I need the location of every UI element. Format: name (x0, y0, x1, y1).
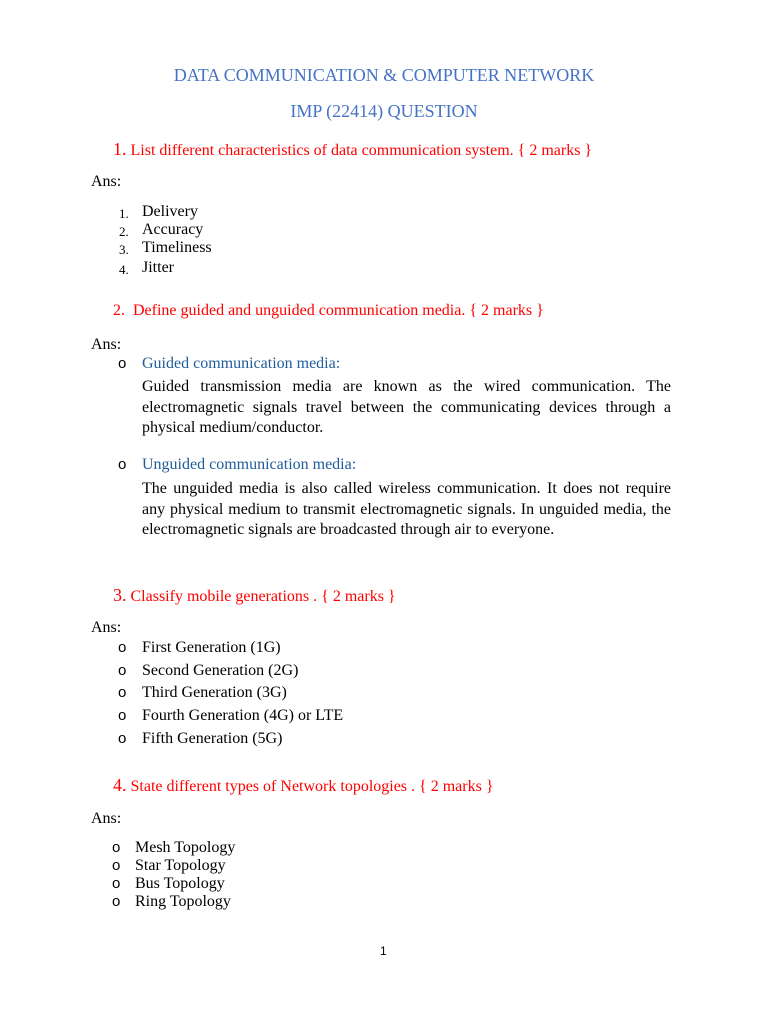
list-item: Delivery (142, 203, 198, 220)
bullet: o (118, 707, 127, 724)
unguided-heading: Unguided communication media: (142, 456, 357, 473)
list-item: Bus Topology (135, 875, 225, 892)
unguided-paragraph: The unguided media is also called wireless communication. It does not require any physical medium to transmit electromagnetic signals. In unguided media, the electromagnetic signals are broadcasted through air to everyone. (142, 480, 671, 539)
guided-paragraph: Guided transmission media are known as the wired communication. The electromagnetic signals travel between the communicating devices through a physical medium/conductor. (142, 378, 671, 437)
question-4-number: 4. (113, 775, 127, 795)
question-2 (113, 302, 544, 320)
list-item: Star Topology (135, 857, 226, 874)
bullet: o (118, 730, 127, 747)
bullet: o (112, 893, 121, 910)
document-subtitle: IMP (22414) QUESTION (290, 101, 478, 121)
bullet: o (112, 839, 121, 856)
list-number: 1. (119, 206, 129, 221)
list-number: 2. (119, 224, 129, 239)
list-item: Accuracy (142, 221, 204, 238)
list-item: Jitter (142, 259, 174, 276)
list-item: Mesh Topology (135, 839, 236, 856)
list-item: First Generation (1G) (142, 639, 281, 656)
question-2-text: Define guided and unguided communication media. { 2 marks } (133, 302, 544, 319)
page-number: 1 (380, 944, 387, 958)
list-item: Timeliness (142, 239, 212, 256)
question-1-number: 1. (113, 139, 127, 159)
bullet: o (118, 684, 127, 701)
list-number: 4. (119, 262, 129, 277)
answer-3-label: Ans: (91, 619, 122, 636)
list-number: 3. (119, 242, 129, 257)
answer-2-label: Ans: (91, 336, 122, 353)
question-1-text: List different characteristics of data communication system. { 2 marks } (130, 142, 593, 159)
guided-heading: Guided communication media: (142, 355, 341, 372)
question-1 (113, 139, 592, 160)
answer-1-label: Ans: (91, 173, 122, 190)
bullet: o (118, 662, 127, 679)
list-item: Fourth Generation (4G) or LTE (142, 707, 344, 724)
document-title: DATA COMMUNICATION & COMPUTER NETWORK (173, 65, 595, 85)
answer-4-label: Ans: (91, 810, 122, 827)
bullet: o (112, 857, 121, 874)
list-item: Fifth Generation (5G) (142, 730, 283, 747)
question-4-text: State different types of Network topologies . { 2 marks } (130, 778, 494, 795)
bullet: o (118, 355, 127, 372)
question-4 (113, 775, 494, 796)
question-3 (113, 585, 396, 606)
question-3-text: Classify mobile generations . { 2 marks } (130, 588, 396, 605)
bullet: o (118, 456, 127, 473)
question-3-number: 3. (113, 585, 127, 605)
bullet: o (118, 639, 127, 656)
question-2-number: 2. (113, 302, 125, 319)
bullet: o (112, 875, 121, 892)
list-item: Third Generation (3G) (142, 684, 287, 701)
list-item: Second Generation (2G) (142, 662, 299, 679)
list-item: Ring Topology (135, 893, 231, 910)
